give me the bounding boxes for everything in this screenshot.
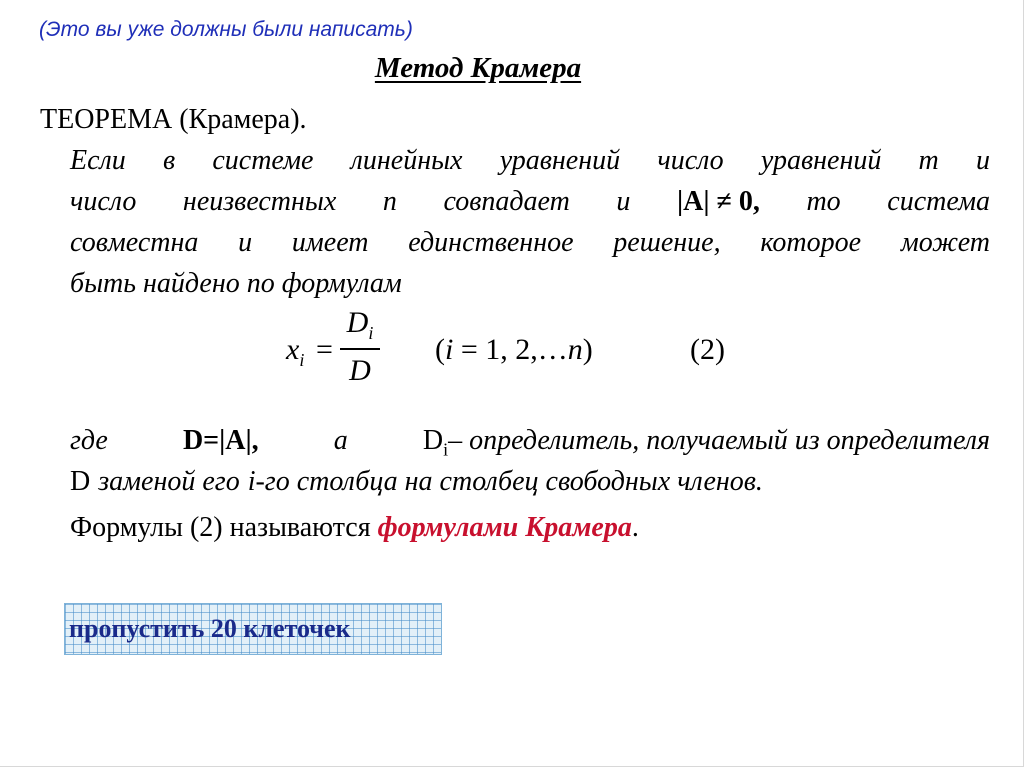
word: система <box>887 186 990 217</box>
formulas-statement <box>70 512 639 544</box>
theorem-line-1 <box>70 140 990 181</box>
det-definition: D=|A|, <box>182 425 259 456</box>
word: может <box>900 227 990 258</box>
word: системе <box>212 145 314 176</box>
word: решение, <box>613 227 721 258</box>
definition-line-1 <box>70 420 990 461</box>
word: которое <box>760 227 862 258</box>
word: и <box>616 186 631 217</box>
word: а <box>333 425 348 456</box>
definition-line-2 <box>70 461 990 502</box>
word: в <box>162 145 176 176</box>
word: неизвестных <box>182 186 337 217</box>
word: единственное <box>408 227 574 258</box>
word: Если <box>70 145 126 176</box>
skip-cells-button[interactable] <box>64 603 442 655</box>
word: заменой его <box>98 466 240 497</box>
word: уравнений <box>760 145 882 176</box>
determinant-condition: |A| ≠ 0, <box>676 186 760 217</box>
word: число <box>657 145 724 176</box>
word: быть найдено по формулам <box>70 268 402 299</box>
theorem-body <box>70 140 990 304</box>
cramer-formula <box>280 300 750 400</box>
word: совпадает <box>443 186 570 217</box>
word: и <box>238 227 253 258</box>
theorem-line-3 <box>70 222 990 263</box>
cramer-formulas-highlight: формулами Крамера <box>377 512 632 543</box>
fraction-bar <box>340 348 380 350</box>
formula-range: (i = 1, 2,…n) <box>435 333 593 366</box>
word: то <box>806 186 841 217</box>
page-title: Метод Крамера <box>374 52 582 84</box>
theorem-line-2 <box>70 181 990 222</box>
word: где <box>70 425 108 456</box>
di-symbol: $D_i-$ определитель, получаемый из определителя <box>422 425 990 460</box>
formula-equals: = <box>316 333 333 366</box>
word: имеет <box>291 227 369 258</box>
word: линейных <box>350 145 463 176</box>
word: m <box>918 145 939 176</box>
theorem-heading: ТЕОРЕМА (Крамера). <box>40 104 307 135</box>
word: i-го столбца на столбец свободных членов. <box>247 466 763 497</box>
word: уравнений <box>499 145 621 176</box>
formula-number: (2) <box>690 333 725 366</box>
skip-cells-label: пропустить 20 клеточек <box>69 614 351 643</box>
word: и <box>976 145 990 176</box>
fraction-numerator: $D_i$ <box>346 306 374 343</box>
definition-text <box>70 420 990 502</box>
statement-period: . <box>631 512 639 543</box>
fraction-denominator: D <box>349 354 371 387</box>
theorem-line-4 <box>70 263 990 304</box>
note-text: (Это вы уже должны были написать) <box>39 18 413 41</box>
formula-lhs: $x_i$ <box>286 333 305 370</box>
word: совместна <box>70 227 199 258</box>
statement-text: Формулы (2) называются <box>70 512 378 543</box>
word: D <box>70 466 91 497</box>
word: n <box>382 186 397 217</box>
formula-fraction <box>340 306 380 388</box>
word: число <box>70 186 137 217</box>
